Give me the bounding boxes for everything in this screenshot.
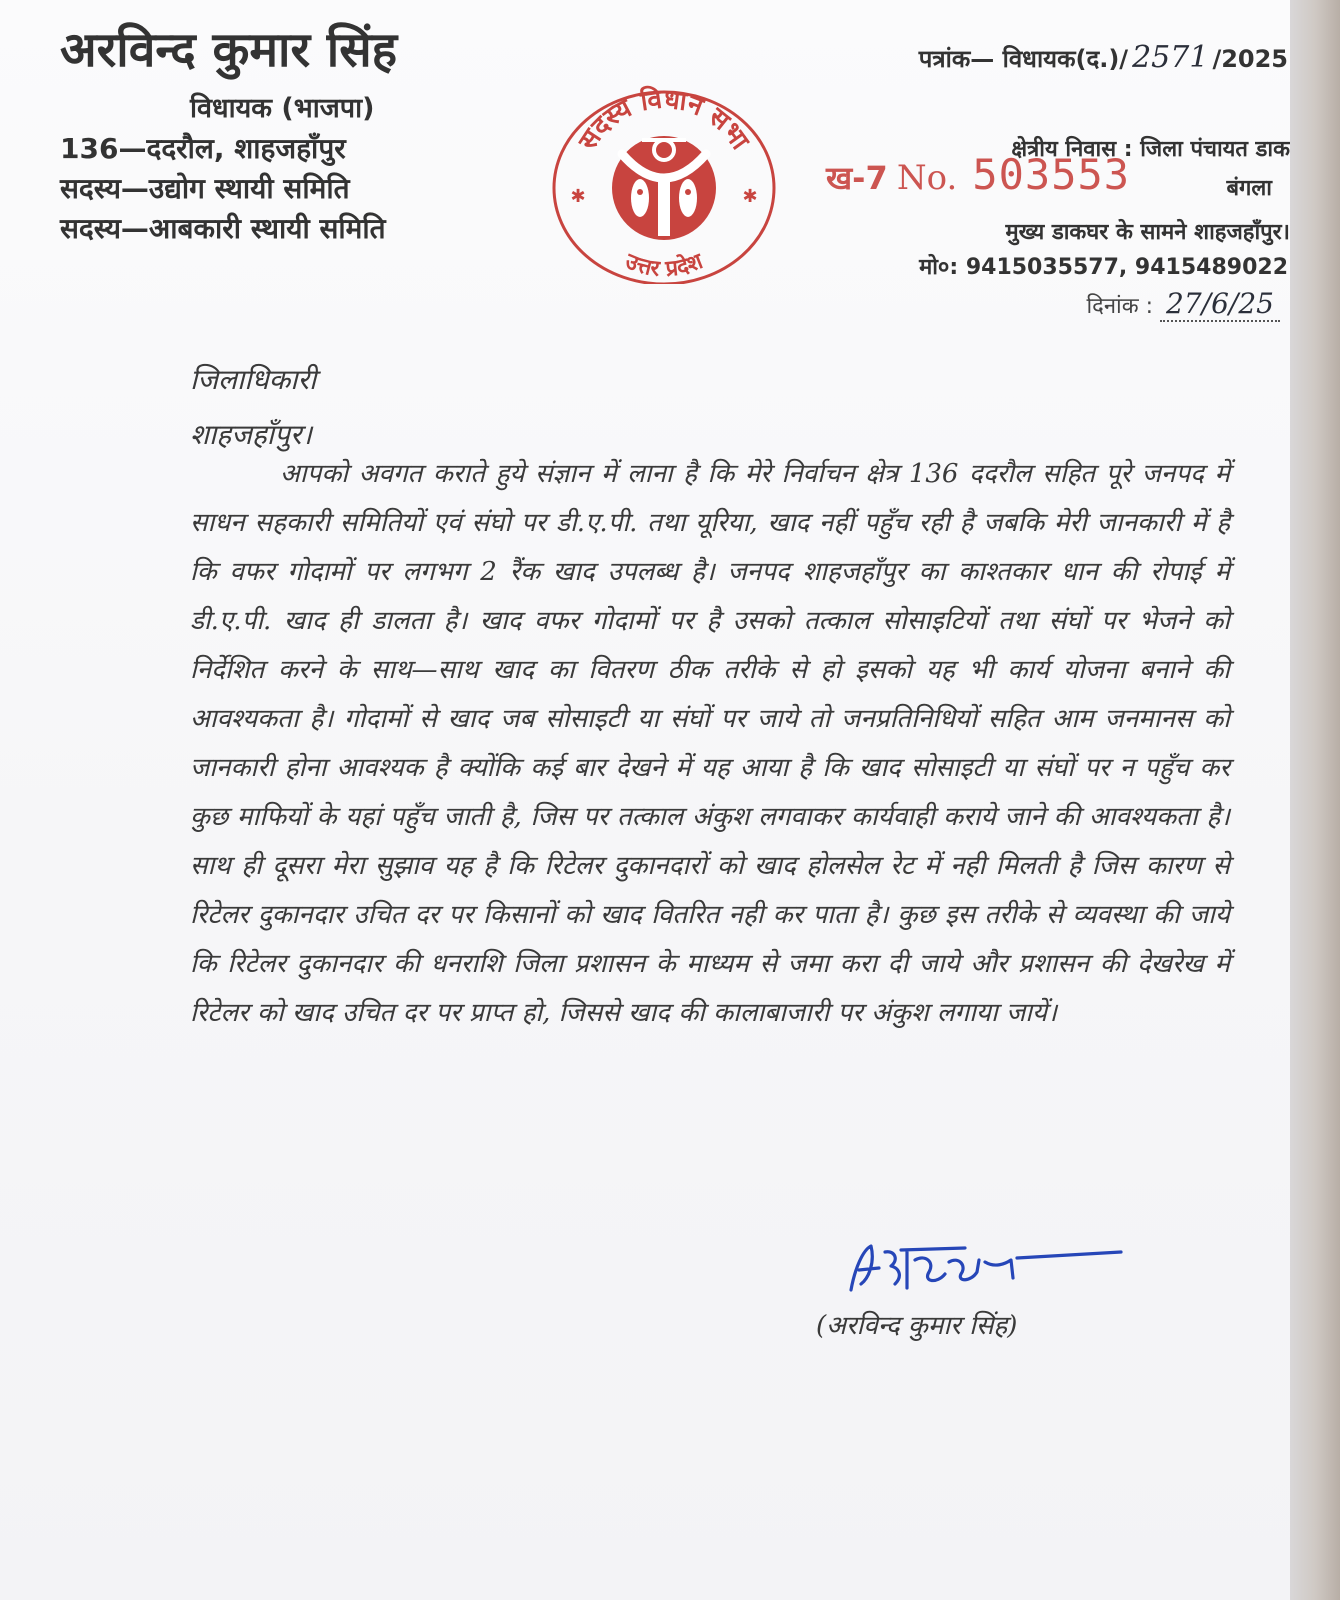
reference-year: /2025: [1212, 45, 1288, 73]
sender-name: अरविन्द कुमार सिंह: [60, 22, 398, 78]
address-line-3: मुख्य डाकघर के सामने शाहजहाँपुर।: [1005, 220, 1290, 245]
serial-number-stamp: [826, 150, 1130, 199]
handwritten-signature: [845, 1238, 1125, 1302]
signature-stroke: [851, 1246, 1121, 1290]
letter-body: आपको अवगत कराते हुये संज्ञान में लाना है कि मेरे निर्वाचन क्षेत्र 136 ददरौल सहित पूरे जनपद में साधन सहकारी समितियों एवं संघो पर डी.ए.पी. तथा यूरिया, खाद नहीं पहुँच रही है जबकि मेरी जानकारी में है कि वफर गोदामों पर लगभग 2 रैंक खाद उपलब्ध है। जनपद शाहजहाँपुर का काश्तकार धान की रोपाई में डी.ए.पी. खाद ही डालता है। खाद वफर गोदामों पर है उसको तत्काल सोसाइटियों तथा संघों पर भेजने को निर्देशित करने के साथ—साथ खाद का वितरण ठीक तरीके से हो इसको यह भी कार्य योजना बनाने की आवश्यकता है। गोदामों से खाद जब सोसाइटी या संघों पर जाये तो जनप्रतिनिधियों सहित आम जनमानस को जानकारी होना आवश्यक है क्योंकि कई बार देखने में यह आया है कि खाद सोसाइटी या संघों पर न पहुँच कर कुछ माफियों के यहां पहुँच जाती है, जिस पर तत्काल अंकुश लगवाकर कार्यवाही कराये जाने की आवश्यकता है। साथ ही दूसरा मेरा सुझाव यह है कि रिटेलर दुकानदारों को खाद होलसेल रेट में नही मिलती है जिस कारण से रिटेलर दुकानदार उचित दर पर किसानों को खाद वितरित नही कर पाता है। कुछ इस तरीके से व्यवस्था की जाये कि रिटेलर दुकानदार की धनराशि जिला प्रशासन के माध्यम से जमा करा दी जाये और प्रशासन की देखरेख में रिटेलर को खाद उचित दर पर प्राप्त हो, जिससे खाद की कालाबाजारी पर अंकुश लगाया जायें।: [190, 459, 1231, 1028]
seal-top-text: सदस्य विधान सभा: [573, 84, 755, 156]
seal-star-left-icon: ✱: [570, 186, 586, 207]
letterhead-sender: [60, 20, 397, 249]
date-label: दिनांक :: [1086, 294, 1154, 319]
addressee: [190, 352, 316, 462]
signatory-name: (अरविन्द कुमार सिंह): [816, 1311, 1018, 1341]
seal-fish-left-icon: [631, 179, 649, 217]
seal-star-right-icon: ✱: [742, 186, 758, 207]
phone-numbers: मो०: 9415035577, 9415489022: [919, 255, 1288, 280]
sender-constituency: 136—ददरौल, शाहजहाँपुर: [60, 132, 346, 165]
seal-bow-handle: [658, 174, 670, 236]
sender-committee-excise: सदस्य—आबकारी स्थायी समिति: [60, 212, 386, 245]
assembly-emblem-seal: [548, 84, 780, 284]
date-handwritten: 27/6/25: [1160, 287, 1280, 322]
serial-no-label: No.: [896, 158, 958, 198]
reference-prefix: पत्रांक— विधायक(द.)/: [918, 45, 1129, 73]
sender-party: विधायक (भाजपा): [190, 93, 375, 124]
addressee-designation: जिलाधिकारी: [190, 363, 317, 396]
serial-number: 503553: [972, 150, 1131, 199]
seal-fish-right-icon: [679, 179, 697, 217]
date-line: [1086, 287, 1280, 320]
address-line-2: बंगला: [1226, 176, 1272, 201]
address-line-1: क्षेत्रीय निवास : जिला पंचायत डाक: [1011, 137, 1290, 162]
seal-bottom-text: उत्तर प्रदेश: [621, 249, 707, 283]
addressee-place: शाहजहाँपुर।: [190, 418, 313, 451]
sender-committee-industry: सदस्य—उद्योग स्थायी समिति: [60, 172, 350, 205]
background-surface-edge: [1290, 0, 1340, 1600]
serial-prefix: ख-7: [826, 159, 888, 197]
reference-number: [919, 40, 1288, 75]
reference-handwritten-number: 2571: [1132, 40, 1209, 75]
